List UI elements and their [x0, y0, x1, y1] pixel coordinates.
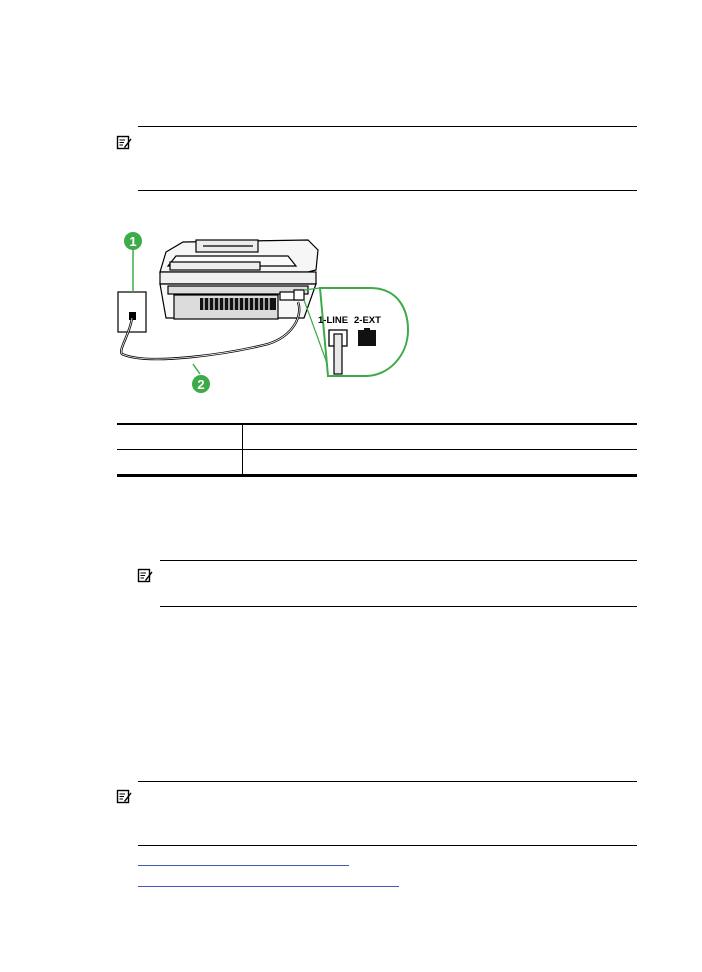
port-zoom-inset [318, 288, 408, 376]
table-row [117, 450, 637, 476]
note-bottom-rule [160, 606, 637, 607]
note-top-rule [160, 560, 637, 561]
note-bottom-rule [138, 190, 637, 191]
svg-text:2: 2 [197, 377, 205, 392]
wall-jack [118, 292, 146, 332]
back-cord [200, 298, 276, 310]
port-label-ext: 2-EXT [354, 315, 381, 326]
table-cell [117, 424, 243, 450]
table-cell [117, 450, 243, 476]
svg-text:1: 1 [129, 234, 137, 249]
note-top-rule [138, 126, 637, 127]
legend-table [117, 423, 637, 477]
note-icon [116, 135, 132, 151]
callout-2 [192, 375, 210, 393]
note-top-rule [138, 781, 637, 782]
note-icon [137, 568, 153, 584]
note-icon [116, 789, 132, 805]
cross-reference-link[interactable] [138, 886, 399, 887]
table-cell [243, 424, 638, 450]
table-row [117, 424, 637, 450]
table-cell [243, 450, 638, 476]
callout-1 [124, 232, 142, 250]
cross-reference-link[interactable] [138, 865, 349, 866]
port-label-line: 1-LINE [318, 315, 349, 326]
note-bottom-rule [138, 845, 637, 846]
fax-connection-figure [108, 226, 418, 398]
